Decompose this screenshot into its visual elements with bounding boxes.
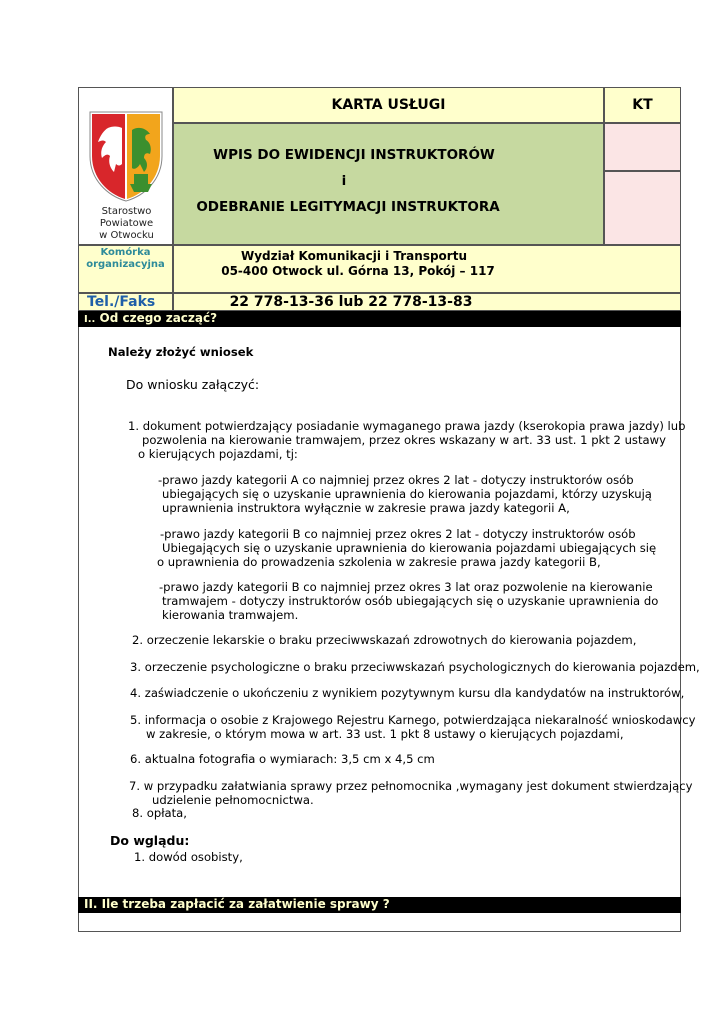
kt-label: KT (632, 97, 653, 113)
komorka-label: Komórka organizacyjna (86, 247, 165, 270)
service-title-line1: WPIS DO EWIDENCJI INSTRUKTORÓW (213, 147, 495, 163)
wglad-label: Do wglądu: (110, 833, 190, 848)
wydzial-cell (173, 245, 681, 293)
kt-code-cell-top (604, 123, 681, 171)
item-1-line1: 1. dokument potwierdzający posiadanie wymaganego prawa jazdy (kserokopia prawa jazdy) lub (128, 419, 686, 433)
wydzial-name: Wydział Komunikacji i Transportu (241, 249, 467, 263)
crest-cell (78, 87, 173, 245)
item-1c-line1: -prawo jazdy kategorii B co najmniej przez okres 3 lat oraz pozwolenie na kierowanie (159, 580, 653, 594)
item-3: 3. orzeczenie psychologiczne o braku przeciwwskazań psychologicznych do kierowania pojazdem, (130, 660, 700, 674)
item-7-line2: udzielenie pełnomocnictwa. (152, 793, 314, 807)
tel-label: Tel./Faks (87, 294, 156, 310)
section1-heading: I.. Od czego zacząć? (84, 311, 218, 325)
item-4: 4. zaświadczenie o ukończeniu z wynikiem pozytywnym kursu dla kandydatów na instruktorów, (130, 686, 685, 700)
service-title-line2: i (341, 173, 347, 189)
wydzial-address: 05-400 Otwock ul. Górna 13, Pokój – 117 (221, 264, 495, 278)
attach-text: Do wniosku załączyć: (126, 377, 260, 392)
karta-cell (173, 87, 604, 123)
intro-text: Należy złożyć wniosek (108, 345, 254, 359)
crest-label: Starostwo Powiatowe w Otwocku (99, 206, 154, 241)
komorka-cell (78, 245, 173, 293)
item-1c-line2: tramwajem - dotyczy instruktorów osób ubiegających się o uzyskanie uprawnienia do (162, 594, 659, 608)
service-title-cell (173, 123, 604, 245)
tel-label-cell (78, 293, 173, 311)
item-1a-line3: uprawnienia instruktora wyłącznie w zakresie prawa jazdy kategorii A, (162, 501, 570, 515)
item-1a-line2: ubiegających się o uzyskanie uprawnienia do kierowania pojazdami, którzy uzyskują (162, 487, 652, 501)
item-6: 6. aktualna fotografia o wymiarach: 3,5 cm x 4,5 cm (130, 752, 435, 766)
item-5-line2: w zakresie, o którym mowa w art. 33 ust. 1 pkt 8 ustawy o kierujących pojazdami, (146, 727, 624, 741)
section2-heading: II. Ile trzeba zapłacić za załatwienie sprawy ? (84, 897, 390, 911)
item-8: 8. opłata, (132, 806, 187, 820)
item-1a-line1: -prawo jazdy kategorii A co najmniej przez okres 2 lat - dotyczy instruktorów osób (158, 473, 634, 487)
wglad-item: 1. dowód osobisty, (134, 850, 243, 864)
kt-cell (604, 87, 681, 123)
item-2: 2. orzeczenie lekarskie o braku przeciwwskazań zdrowotnych do kierowania pojazdem, (132, 633, 637, 647)
item-7-line1: 7. w przypadku załatwiania sprawy przez pełnomocnika ,wymagany jest dokument stwierdzający (129, 779, 693, 793)
item-1b-line2: Ubiegających się o uzyskanie uprawnienia do kierowania pojazdami ubiegających się (162, 541, 657, 555)
section2-heading-bar (78, 897, 681, 913)
item-1c-line3: kierowania tramwajem. (162, 608, 299, 622)
item-1b-line3: o uprawnienia do prowadzenia szkolenia w zakresie prawa jazdy kategorii B, (157, 555, 601, 569)
item-1b-line1: -prawo jazdy kategorii B co najmniej przez okres 2 lat - dotyczy instruktorów osób (160, 527, 636, 541)
item-1-line2: pozwolenia na kierowanie tramwajem, przez okres wskazany w art. 33 ust. 1 pkt 2 ustawy (142, 433, 666, 447)
karta-title: KARTA USŁUGI (331, 97, 446, 113)
kt-code-cell-bottom (604, 171, 681, 245)
tel-value-cell (173, 293, 681, 311)
tel-value: 22 778-13-36 lub 22 778-13-83 (229, 294, 473, 310)
section1-heading-bar (78, 311, 681, 327)
service-title-line3: ODEBRANIE LEGITYMACJI INSTRUKTORA (196, 199, 500, 215)
item-5-line1: 5. informacja o osobie z Krajowego Rejestru Karnego, potwierdzająca niekaralność wnioskodawcy (130, 713, 696, 727)
coat-of-arms-icon (86, 108, 166, 204)
item-1-line3: o kierujących pojazdami, tj: (138, 447, 298, 461)
